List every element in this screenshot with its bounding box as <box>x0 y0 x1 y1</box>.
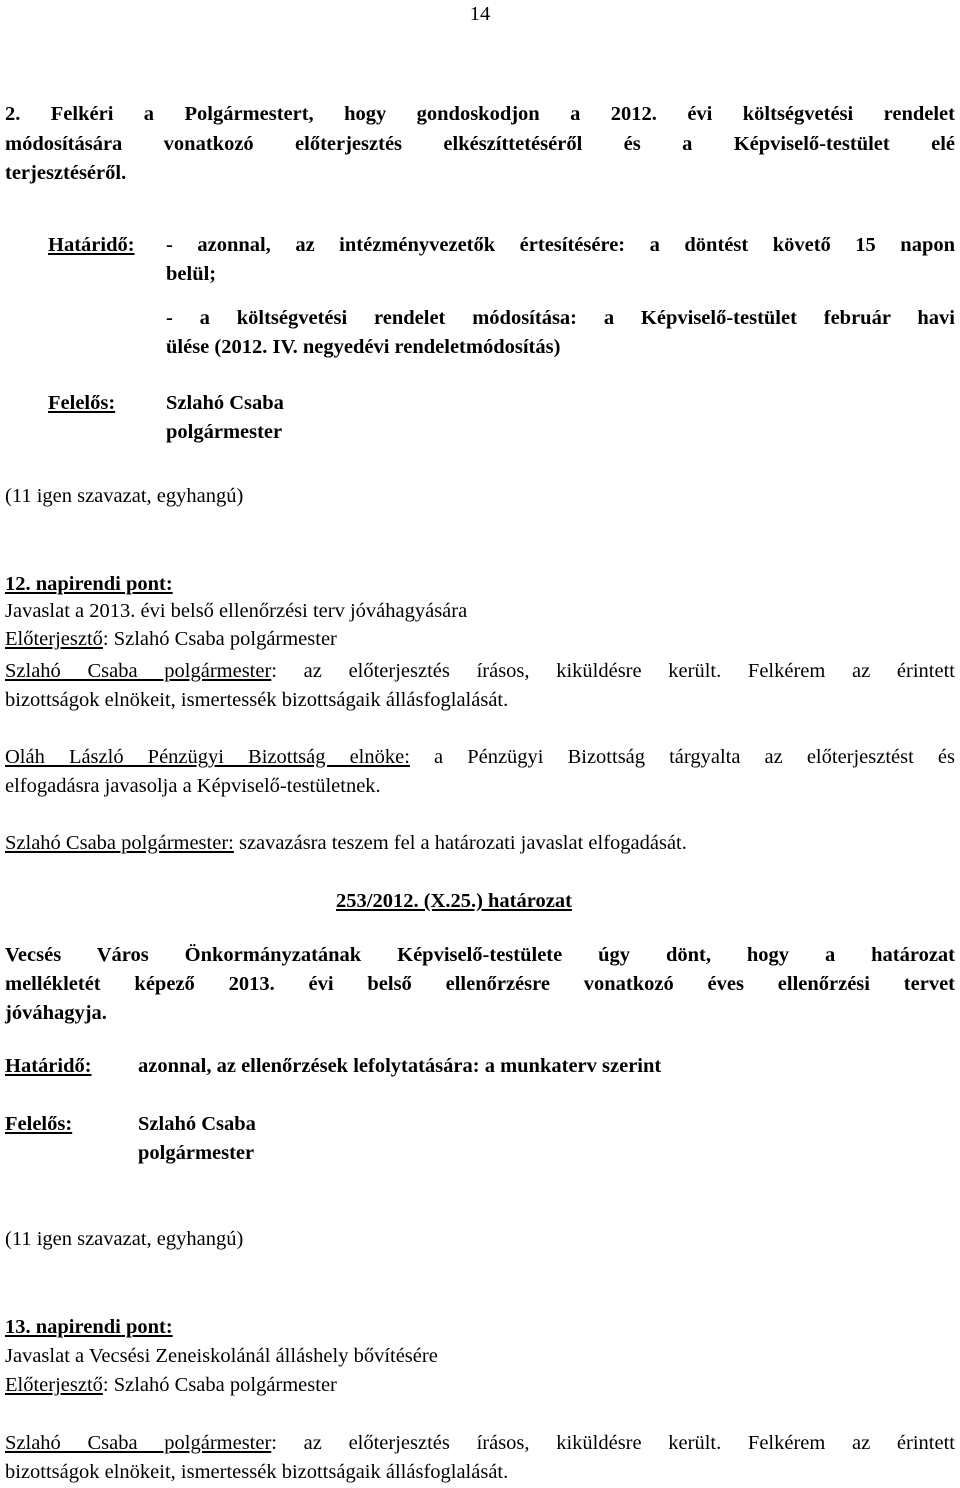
agenda-12-subject: Javaslat a 2013. évi belső ellenőrzési terv jóváhagyására <box>5 600 468 622</box>
presenter-label-13: Előterjesztő <box>5 1374 103 1396</box>
agenda-12-p3 <box>5 829 687 858</box>
speaker-mayor-2: Szlahó Csaba polgármester: <box>5 832 234 854</box>
deadline-label-2: Határidő: <box>5 1055 92 1077</box>
responsible-name: Szlahó Csaba <box>166 392 284 414</box>
decision-line2: mellékletét képező 2013. évi belső ellenőrzésre vonatkozó éves ellenőrzési tervet <box>5 973 955 995</box>
p3-text: szavazásra teszem fel a határozati javaslat elfogadását. <box>233 832 687 854</box>
deadline-label: Határidő: <box>48 234 135 256</box>
agenda-12-p1-line1 <box>5 657 955 686</box>
item2-line2: módosítására vonatkozó előterjesztés elkészíttetéséről és a Képviselő-testület elé <box>5 133 955 155</box>
presenter-label: Előterjesztő <box>5 628 103 650</box>
speaker-mayor-13: Szlahó Csaba polgármester <box>5 1432 272 1454</box>
deadline-value-2: azonnal, az ellenőrzések lefolytatására: a munkaterv szerint <box>138 1055 662 1077</box>
vote-result-2: (11 igen szavazat, egyhangú) <box>5 1228 244 1250</box>
agenda-13-p1-line1 <box>5 1429 955 1458</box>
agenda-12-p2-line1 <box>5 743 955 772</box>
decision-line1: Vecsés Város Önkormányzatának Képviselő-testülete úgy dönt, hogy a határozat <box>5 944 955 966</box>
responsible-title: polgármester <box>166 421 283 443</box>
agenda-12-heading: 12. napirendi pont: <box>5 573 173 595</box>
responsible-title-2: polgármester <box>138 1142 255 1164</box>
agenda-13-presenter <box>5 1371 337 1400</box>
item2-line1: 2. Felkéri a Polgármestert, hogy gondoskodjon a 2012. évi költségvetési rendelet <box>5 103 955 125</box>
p2-text: a Pénzügyi Bizottság tárgyalta az előterjesztést és <box>409 746 955 768</box>
decision-line3: jóváhagyja. <box>5 1002 107 1024</box>
presenter-value: : Szlahó Csaba polgármester <box>102 628 337 650</box>
p1-text-13: : az előterjesztés írásos, kiküldésre került. Felkérem az érintett <box>271 1432 955 1454</box>
agenda-12-p2-line2: elfogadásra javasolja a Képviselő-testületnek. <box>5 775 381 797</box>
deadline-line2: belül; <box>166 263 217 285</box>
responsible-name-2: Szlahó Csaba <box>138 1113 256 1135</box>
vote-result: (11 igen szavazat, egyhangú) <box>5 485 244 507</box>
page-number: 14 <box>469 3 491 25</box>
agenda-12-p1-line2: bizottságok elnökeit, ismertessék bizottságaik állásfoglalását. <box>5 689 509 711</box>
speaker-committee-chair: Oláh László Pénzügyi Bizottság elnöke: <box>5 746 410 768</box>
deadline-line4: ülése (2012. IV. negyedévi rendeletmódosítás) <box>166 336 561 358</box>
deadline-line1: - azonnal, az intézményvezetők értesítésére: a döntést követő 15 napon <box>166 234 955 256</box>
presenter-value-13: : Szlahó Csaba polgármester <box>102 1374 337 1396</box>
deadline-line3: - a költségvetési rendelet módosítása: a Képviselő-testület február havi <box>166 307 955 329</box>
responsible-label: Felelős: <box>48 392 116 414</box>
agenda-12-presenter <box>5 625 337 654</box>
agenda-13-p1-line2: bizottságok elnökeit, ismertessék bizottságaik állásfoglalását. <box>5 1461 509 1483</box>
agenda-13-subject: Javaslat a Vecsési Zeneiskolánál álláshely bővítésére <box>5 1345 438 1367</box>
speaker-mayor: Szlahó Csaba polgármester <box>5 660 272 682</box>
p1-text: : az előterjesztés írásos, kiküldésre került. Felkérem az érintett <box>271 660 955 682</box>
agenda-13-heading: 13. napirendi pont: <box>5 1316 173 1338</box>
resolution-number: 253/2012. (X.25.) határozat <box>336 890 572 912</box>
responsible-label-2: Felelős: <box>5 1113 73 1135</box>
item2-line3: terjesztéséről. <box>5 162 127 184</box>
